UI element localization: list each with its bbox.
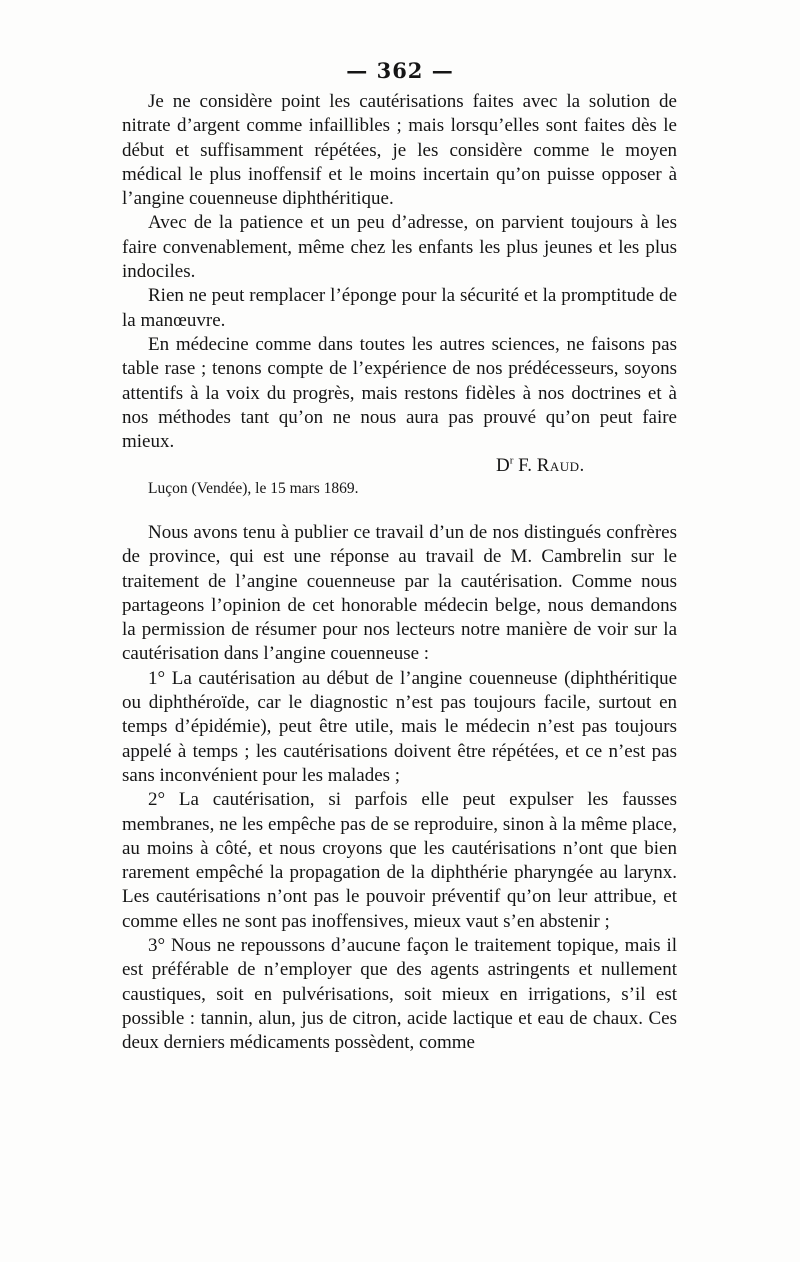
paragraph: Rien ne peut remplacer l’éponge pour la sécurité et la promptitude de la manœuvre.: [122, 285, 677, 331]
signature-surname: Raud.: [536, 455, 585, 476]
paragraph: Je ne considère point les cautérisations faites avec la solution de nitrate d’argent comme infaillibles ; mais lorsqu’elles sont faites dès le début et suffisamment répétées, je les considère comme le moyen médical le plus inoffensif et le moins incertain qu’on puisse opposer à l’angine couenneuse diphthéritique.: [122, 91, 677, 210]
signature: [496, 455, 585, 477]
paragraph: 3° Nous ne repoussons d’aucune façon le traitement topique, mais il est préférable de n’employer que des agents astringents et nullement caustiques, soit en pulvérisations, soit mieux en irrigations, s’il est possible : tannin, alun, jus de citron, acide lactique et eau de chaux. Ces deux derniers médicaments possèdent, comme: [122, 935, 677, 1054]
editorial-commentary: [122, 521, 677, 1056]
paragraph: 2° La cautérisation, si parfois elle peut expulser les fausses membranes, ne les empêche pas de se reproduire, sinon à la même place, au moins à côté, et nous croyons que les cautérisations n’ont que bien rarement empêché la propagation de la diphthérie pharyngée au larynx. Les cautérisations n’ont pas le pouvoir préventif qu’on leur attribue, et comme elles ne sont pas inoffensives, mieux vaut s’en abstenir ;: [122, 789, 677, 932]
paragraph: Nous avons tenu à publier ce travail d’un de nos distingués confrères de province, qui est une réponse au travail de M. Cambrelin sur le traitement de l’angine couenneuse par la cautérisation. Comme nous partageons l’opinion de cet honorable médecin belge, nous demandons la permission de résumer pour nos lecteurs notre manière de voir sur la cautérisation dans l’angine couenneuse :: [122, 522, 677, 665]
letter-body: [122, 90, 677, 454]
paragraph: 1° La cautérisation au début de l’angine couenneuse (diphthéritique ou diphthéroïde, car le diagnostic n’est pas toujours facile, surtout en temps d’épidémie), peut être utile, mais le médecin n’est pas toujours appelé à temps ; les cautérisations doivent être répétées, et ce n’est pas sans inconvénient pour les malades ;: [122, 667, 677, 786]
signature-initial: F.: [518, 455, 532, 476]
place-date: Luçon (Vendée), le 15 mars 1869.: [148, 480, 359, 497]
signature-title: $D^r$: [496, 454, 514, 476]
paragraph: En médecine comme dans toutes les autres sciences, ne faisons pas table rase ; tenons compte de l’expérience de nos prédécesseurs, soyons attentifs à la voix du progrès, mais restons fidèles à nos doctrines et à nos méthodes tant qu’on ne nous aura pas prouvé qu’on peut faire mieux.: [122, 333, 677, 453]
paragraph: Avec de la patience et un peu d’adresse, on parvient toujours à les faire convenablement, même chez les enfants les plus jeunes et les plus indociles.: [122, 212, 677, 283]
page-number: — 362 —: [346, 58, 454, 83]
